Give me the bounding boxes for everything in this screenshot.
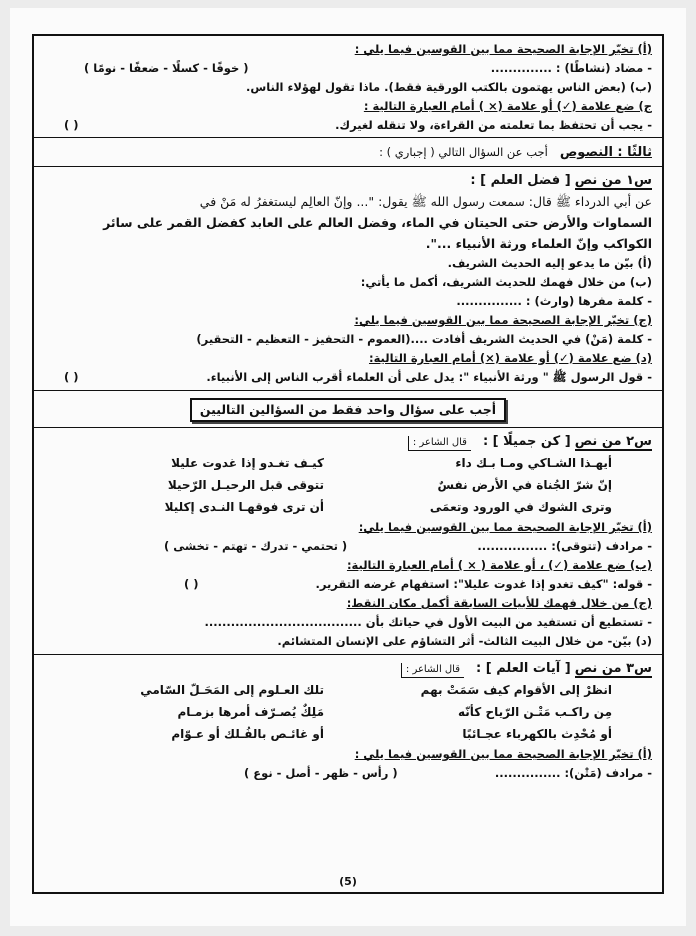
verse-second-hemistich: تلك العـلوم إلى المَحَـلّ السّامي bbox=[140, 683, 324, 697]
q2-part-a: (أ) تخيّر الإجابة الصحيحة مما بين القوسين فيما يلي: bbox=[358, 520, 652, 534]
exam-frame bbox=[32, 34, 664, 894]
poet-tag: قال الشاعر : bbox=[401, 663, 464, 678]
statement-text: - يجب أن تحتفظ بما تعلمته من القراءة، ولا تنقله لغيرك. bbox=[335, 118, 652, 132]
verse-first-hemistich: انظرْ إلى الأقوام كيف سَمَتْ بهم bbox=[420, 683, 612, 697]
question-c: ج) ضع علامة (✓) أو علامة (× ) أمام العبارة التالية : bbox=[363, 99, 652, 113]
q3-header bbox=[44, 657, 652, 679]
statement-text: - قوله: "كيف تغدو إذا غدوت عليلا": استفهام غرضه التقرير. bbox=[315, 577, 652, 591]
verse-first-hemistich: أيهـذا الشـاكي ومـا بـك داء bbox=[455, 456, 612, 470]
verse-row bbox=[44, 496, 652, 518]
statement-text: - قول الرسول ﷺ " ورثة الأنبياء ": يدل على أن العلماء أقرب الناس إلى الأنبياء. bbox=[206, 370, 652, 384]
q2-part-b: (ب) ضع علامة (✓) ، أو علامة ( × ) أمام العبارة التالية: bbox=[346, 558, 652, 572]
q1-part-d: (د) ضع علامة (✓) أو علامة (×) أمام العبارة التالية: bbox=[368, 351, 652, 365]
synonym-options: ( رأس - ظهر - أصل - نوع ) bbox=[244, 766, 398, 780]
section3-header bbox=[44, 140, 652, 164]
q2-label: س٢ من نص bbox=[574, 434, 652, 449]
hadith-line-2: السماوات والأرض حتى الحيتان في الماء، وفضل العالم على العابد كفضل القمر على سائر bbox=[103, 215, 652, 230]
divider bbox=[34, 166, 662, 167]
verse-second-hemistich: أن ترى فوقهـا النـدى إكليلا bbox=[164, 500, 324, 514]
q1-part-b-item: - كلمة مفرها (وارث) : ............... bbox=[456, 294, 652, 308]
answer-parens: ( ) bbox=[64, 118, 79, 132]
q2-poem bbox=[44, 452, 652, 518]
divider bbox=[34, 390, 662, 391]
hadith-line-1: عن أبي الدرداء ﷺ قال: سمعت رسول الله ﷺ يقول: "... وإنّ العالِم ليستغفرُ له مَنْ في bbox=[199, 194, 652, 209]
q1-part-d-item bbox=[44, 368, 652, 387]
statement-line bbox=[44, 116, 652, 135]
q1-part-c-item: - كلمة (مَنْ) في الحديث الشريف أفادت ....(العموم - التحفيز - التعظيم - التحقير) bbox=[196, 332, 652, 346]
verse-row bbox=[44, 723, 652, 745]
divider bbox=[34, 654, 662, 655]
q3-label: س٣ من نص bbox=[574, 661, 652, 676]
section-title: ثالثًا : النصوص bbox=[559, 145, 652, 160]
verse-first-hemistich: أو مُحْدِث بالكهرباء عجـائبًا bbox=[462, 727, 612, 741]
q3-poem bbox=[44, 679, 652, 745]
verse-second-hemistich: مَلِكٌ يُصـرّف أمرها بزمـام bbox=[177, 705, 324, 719]
divider bbox=[34, 427, 662, 428]
page-number: (5) bbox=[339, 875, 357, 888]
synonym-text: - مرادف (مَتْن): ............... bbox=[494, 766, 652, 780]
verse-second-hemistich: تتوقى قبل الرحيـل الرّحيلا bbox=[167, 478, 324, 492]
verse-second-hemistich: كيـف تغـدو إذا غدوت عليلا bbox=[171, 456, 324, 470]
answer-parens: ( ) bbox=[184, 577, 199, 591]
verse-row bbox=[44, 701, 652, 723]
q1-label: س١ من نص bbox=[574, 173, 652, 188]
q2-synonym-line bbox=[44, 537, 652, 556]
q1-header bbox=[44, 169, 652, 191]
q2-part-c: (ج) من خلال فهمك للأبيات السابقة أكمل مكان النقط: bbox=[346, 596, 652, 610]
choice-instruction-box: أجب على سؤال واحد فقط من السؤالين التاليين bbox=[190, 398, 506, 422]
q2-part-d: (د) بيّن- من خلال البيت الثالث- أثر التشاؤم على الإنسان المتشائم. bbox=[277, 634, 652, 648]
q3-part-a: (أ) تخيّر الإجابة الصحيحة مما بين القوسين فيما يلي : bbox=[354, 747, 652, 761]
question-a: (أ) تخيّر الإجابة الصحيحة مما بين القوسين فيما يلي : bbox=[354, 42, 652, 56]
question-b: (ب) (بعض الناس يهتمون بالكتب الورقية فقط). ماذا تقول لهؤلاء الناس. bbox=[245, 80, 652, 94]
q1-part-c: (ج) تخيّر الإجابة الصحيحة مما بين القوسين فيما يلي: bbox=[354, 313, 652, 327]
verse-row bbox=[44, 474, 652, 496]
q2-statement bbox=[44, 575, 652, 594]
choice-box-wrap bbox=[44, 393, 652, 425]
section-instruction: أجب عن السؤال التالي ( إجباري ) : bbox=[379, 145, 548, 159]
q1-part-b: (ب) من خلال فهمك للحديث الشريف، أكمل ما يأتي: bbox=[360, 275, 652, 289]
verse-first-hemistich: وترى الشوك في الورود وتعمَى bbox=[429, 500, 612, 514]
verse-first-hemistich: إنّ شرّ الجُناة في الأرض نفسٌ bbox=[437, 478, 612, 492]
synonym-options: ( تحتمي - تدرك - تهتم - تخشى ) bbox=[164, 539, 348, 553]
verse-first-hemistich: مِن راكـب مَتْـن الرّياح كأنّه bbox=[458, 705, 612, 719]
antonym-options: ( خوفًا - كسلًا - ضعفًا - نومًا ) bbox=[84, 61, 249, 75]
q1-title: [ فضل العلم ] : bbox=[470, 173, 571, 188]
q3-title: [ آيات العلم ] : bbox=[476, 661, 571, 676]
answer-parens: ( ) bbox=[64, 370, 79, 384]
hadith-line-3: الكواكب وإنّ العلماء ورثة الأنبياء ...". bbox=[425, 236, 652, 251]
paper-sheet bbox=[10, 8, 686, 926]
q2-complete: - تستطيع أن تستفيد من البيت الأول في حياتك بأن .................................... bbox=[204, 615, 652, 629]
q1-part-a: (أ) بيّن ما يدعو إليه الحديث الشريف. bbox=[447, 256, 652, 270]
poet-tag: قال الشاعر : bbox=[408, 436, 471, 451]
q3-synonym-line bbox=[44, 764, 652, 783]
antonym-text: - مضاد (نشاطًا) : .............. bbox=[490, 61, 652, 75]
antonym-line bbox=[44, 59, 652, 78]
verse-row bbox=[44, 452, 652, 474]
verse-second-hemistich: أو غائـص بالفُـلك أو عـوّام bbox=[171, 727, 324, 741]
synonym-text: - مرادف (تتوقى): ................ bbox=[477, 539, 652, 553]
divider bbox=[34, 137, 662, 138]
q2-title: [ كن جميلًا ] : bbox=[482, 434, 571, 449]
q2-header bbox=[44, 430, 652, 452]
verse-row bbox=[44, 679, 652, 701]
